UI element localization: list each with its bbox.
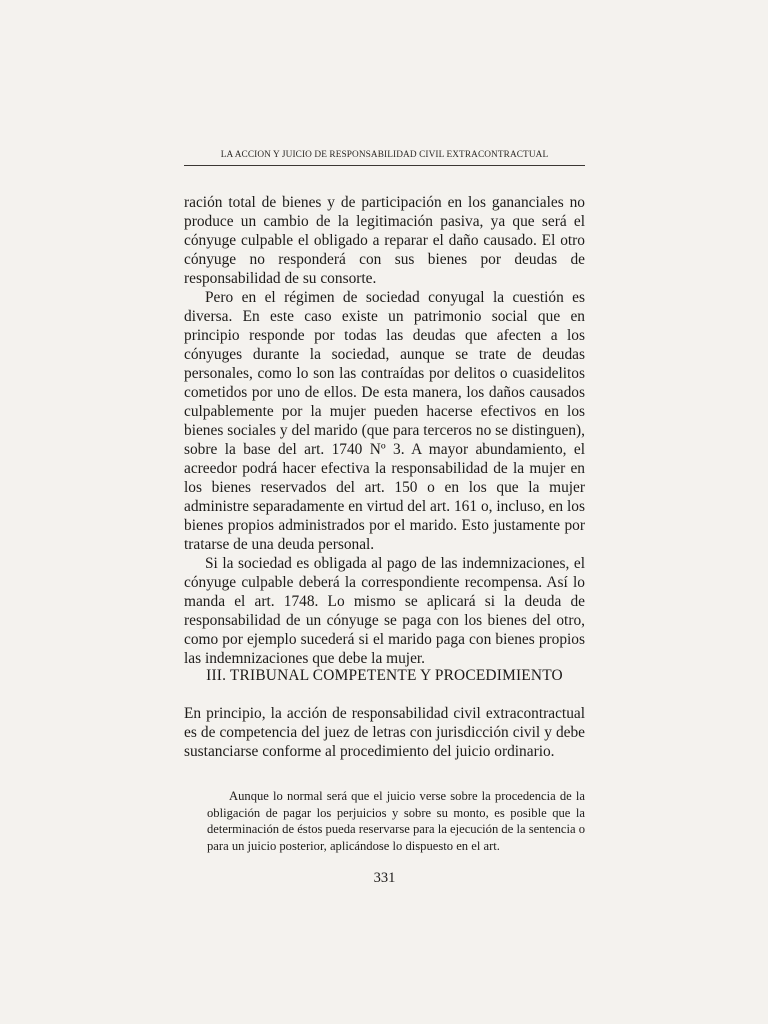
running-head: LA ACCION Y JUICIO DE RESPONSABILIDAD CIVIL EXTRACONTRACTUAL (220, 150, 549, 160)
small-print-note: Aunque lo normal será que el juicio verse sobre la procedencia de la obligación de pagar los perjuicios y sobre su monto, es posible que la determinación de éstos pueda reservarse para la ejecución de la sentencia o para un juicio posterior, aplicándose lo dispuesto en el art. (207, 789, 585, 853)
paragraph-continued: ración total de bienes y de participación en los gananciales no produce un cambio de la legitimación pasiva, ya que será el cónyuge culpable el obligado a reparar el daño causado. El otro cónyuge no responderá con sus bienes por deudas de responsabilidad de su consorte. (184, 194, 585, 287)
section-paragraph: En principio, la acción de responsabilidad civil extracontractual es de competencia del juez de letras con jurisdicción civil y debe sustanciarse conforme al procedimiento del juicio ordinario. (184, 705, 585, 760)
page-number: 331 (373, 870, 396, 886)
section-text (184, 704, 585, 761)
body-text (184, 193, 585, 668)
paragraph: Si la sociedad es obligada al pago de las indemnizaciones, el cónyuge culpable deberá la correspondiente recompensa. Así lo manda el art. 1748. Lo mismo se aplicará si la deuda de responsabilidad de un cónyuge se paga con los bienes del otro, como por ejemplo sucederá si el marido paga con bienes propios las indemnizaciones que debe la mujer. (184, 555, 585, 667)
paragraph: Pero en el régimen de sociedad conyugal la cuestión es diversa. En este caso existe un patrimonio social que en principio responde por todas las deudas que afecten a los cónyuges durante la sociedad, aunque se trate de deudas personales, como lo son las contraídas por delitos o cuasidelitos cometidos por uno de ellos. De esta manera, los daños causados culpablemente por la mujer pueden hacerse efectivos en los bienes sociales y del marido (que para terceros no se distinguen), sobre la base del art. 1740 Nº 3. A mayor abundamiento, el acreedor podrá hacer efectiva la responsabilidad de la mujer en los bienes reservados del art. 150 o en los que la mujer administre separadamente en virtud del art. 161 o, incluso, en los bienes propios administrados por el marido. Esto justamente por tratarse de una deuda personal. (184, 289, 585, 553)
header-rule (184, 165, 585, 166)
section-heading: III. TRIBUNAL COMPETENTE Y PROCEDIMIENTO (206, 667, 563, 684)
